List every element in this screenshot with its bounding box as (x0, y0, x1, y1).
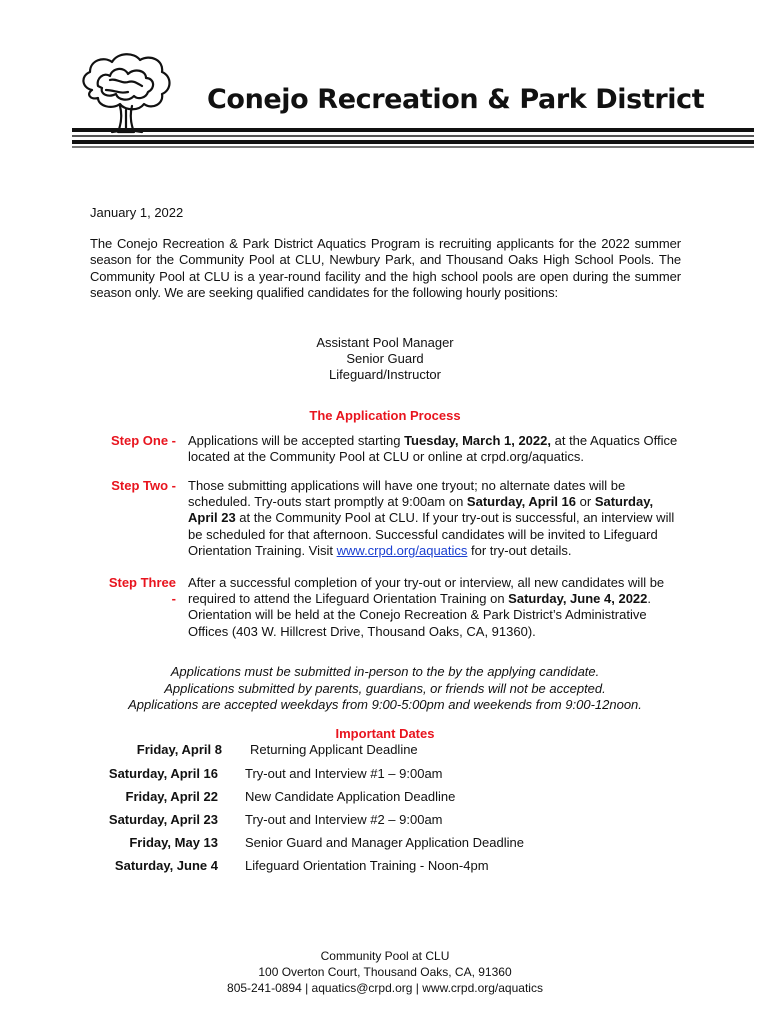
date-row (60, 742, 680, 760)
date-cell: Friday, April 22 (125, 789, 218, 804)
footer-line: 805-241-0894 | aquatics@crpd.org | www.crpd.org/aquatics (227, 981, 543, 995)
note-line: Applications are accepted weekdays from 9:00-5:00pm and weekends from 9:00-12noon. (128, 697, 642, 712)
intro-paragraph: The Conejo Recreation & Park District Aquatics Program is recruiting applicants for the 2022 summer season for the Community Pool at CLU, Newbury Park, and Thousand Oaks High School Pools. The Community Pool at CLU is a year-round facility and the high school pools are open during the summer season only. We are seeking qualified candidates for the following hourly positions: (90, 236, 681, 300)
positions-list (235, 335, 535, 383)
aquatics-link[interactable]: www.crpd.org/aquatics (336, 542, 468, 558)
event-cell: New Candidate Application Deadline (245, 789, 456, 804)
date-cell: Friday, May 13 (129, 835, 218, 850)
date-row (60, 766, 680, 784)
footer-contact (185, 948, 585, 996)
date-row (60, 858, 680, 876)
step-one-label: Step One - (110, 433, 176, 448)
date-cell: Friday, April 8 (136, 742, 222, 757)
event-cell: Senior Guard and Manager Application Deadline (245, 835, 524, 850)
event-cell: Returning Applicant Deadline (250, 742, 418, 757)
footer-line: Community Pool at CLU (320, 949, 450, 963)
date-cell: Saturday, April 16 (108, 766, 218, 781)
step-three-text: After a successful completion of your try-out or interview, all new candidates will be required to attend the Lifeguard Orientation Training on Saturday, June 4, 2022. Orientation will be held at the Conejo Recreation & Park District’s Administrative Offices (403 W. Hillcrest Drive, Thousand Oaks, CA, 91360). (188, 575, 665, 639)
date-cell: Saturday, June 4 (114, 858, 218, 873)
date-cell: Saturday, April 23 (108, 812, 218, 827)
footer-line: 100 Overton Court, Thousand Oaks, CA, 91360 (258, 965, 512, 979)
note-line: Applications must be submitted in-person to the by the applying candidate. (170, 664, 600, 679)
letter-date: January 1, 2022 (90, 205, 184, 220)
event-cell: Try-out and Interview #1 – 9:00am (245, 766, 443, 781)
date-row (60, 835, 680, 853)
position-item: Senior Guard (346, 351, 424, 366)
application-notes (60, 664, 710, 714)
date-row (60, 812, 680, 830)
position-item: Lifeguard/Instructor (328, 367, 441, 382)
step-two-text: Those submitting applications will have one tryout; no alternate dates will be scheduled. Try-outs start promptly at 9:00am on Saturday, April 16 or Saturday, April 23 at the Community Pool at CLU. If your try-out is successful, an interview will be scheduled for that afternoon. Successful candidates will be invited to Lifeguard Orientation Training. Visit www.crpd.org/aquatics for try-out details. (188, 478, 675, 558)
date-row (60, 789, 680, 807)
organization-name: Conejo Recreation & Park District (207, 84, 705, 115)
important-dates-heading: Important Dates (335, 726, 435, 741)
note-line: Applications submitted by parents, guardians, or friends will not be accepted. (164, 680, 606, 696)
event-cell: Lifeguard Orientation Training - Noon-4pm (245, 858, 489, 873)
application-process-heading: The Application Process (309, 408, 461, 423)
step-three-label: Step Three - (108, 575, 176, 606)
step-one-text: Applications will be accepted starting Tuesday, March 1, 2022, at the Aquatics Office located at the Community Pool at CLU or online at crpd.org/aquatics. (188, 433, 678, 465)
header-stripes (72, 126, 754, 150)
step-two-label: Step Two - (111, 478, 176, 493)
event-cell: Try-out and Interview #2 – 9:00am (245, 812, 443, 827)
position-item: Assistant Pool Manager (316, 335, 454, 350)
